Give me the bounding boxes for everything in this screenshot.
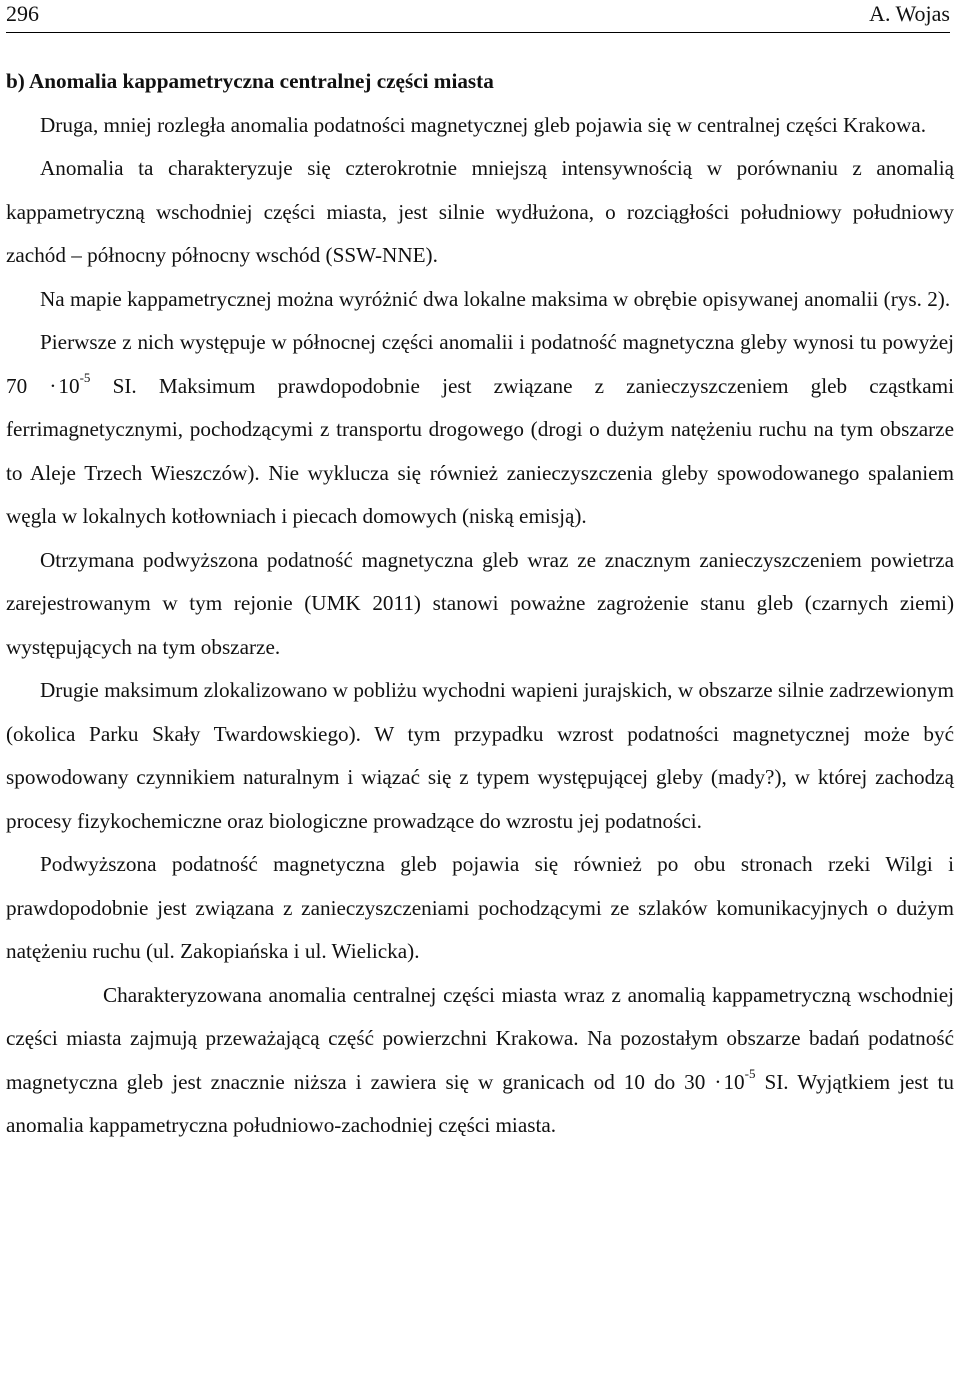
- paragraph-4-text-b: SI. Maksimum prawdopodobnie jest związane z zanieczyszczeniem gleb cząstkami ferrimagnetycznymi, pochodzącymi z transportu drogowego (drogi o dużym natężeniu ruchu na tym obszarze to Aleje Trzech Wieszczów). Nie wyklucza się również zanieczyszczenia gleby spowodowanego spalaniem węgla w lokalnych kotłowniach i piecach domowych (niską emisją).: [6, 373, 954, 528]
- paragraph-7: Podwyższona podatność magnetyczna gleb pojawia się również po obu stronach rzeki Wilgi i prawdopodobnie jest związana z zanieczyszczeniami pochodzącymi ze szlaków komunikacyjnych o dużym natężeniu ruchu (ul. Zakopiańska i ul. Wielicka).: [6, 852, 954, 963]
- multiplication-dot: ·: [714, 1069, 722, 1094]
- paragraph-2: Anomalia ta charakteryzuje się czterokrotnie mniejszą intensywnością w porównaniu z anomalią kappametryczną wschodniej części miasta, jest silnie wydłużona, o rozciągłości południowy południowy zachód – północny północny wschód (SSW-NNE).: [6, 156, 954, 267]
- power-exponent: -5: [79, 370, 91, 386]
- paragraph-5: Otrzymana podwyższona podatność magnetyczna gleb wraz ze znacznym zanieczyszczeniem powietrza zarejestrowanym w tym rejonie (UMK 2011) stanowi poważne zagrożenie stanu gleb (czarnych ziemi) występujących na tym obszarze.: [6, 547, 954, 659]
- running-author: A. Wojas: [869, 1, 950, 26]
- paragraph-8: [6, 974, 954, 1148]
- paragraph-8-text-b: SI. Wyjątkiem jest tu anomalia kappametryczna południowo-zachodniej części miasta.: [6, 1069, 954, 1137]
- paragraph-1: Druga, mniej rozległa anomalia podatności magnetycznej gleb pojawia się w centralnej części Krakowa.: [40, 112, 926, 137]
- power-base: 10: [58, 373, 80, 398]
- paragraph-6: Drugie maksimum zlokalizowano w pobliżu wychodni wapieni jurajskich, w obszarze silnie zadrzewionym (okolica Parku Skały Twardowskiego). W tym przypadku wzrost podatności magnetycznej może być spowodowany czynnikiem naturalnym i wiązać się z typem występującej gleby (mady?), w której zachodzą procesy fizykochemiczne oraz biologiczne prowadzące do wzrostu jej podatności.: [6, 678, 954, 833]
- paragraph-8-text-a: Charakteryzowana anomalia centralnej części miasta wraz z anomalią kappametryczną wschodniej części miasta zajmują przeważającą część powierzchni Krakowa. Na pozostałym obszarze badań podatność magnetyczna gleb jest znacznie niższa i zawiera się w granicach od 10 do 30: [6, 982, 954, 1094]
- page-header: [6, 0, 950, 33]
- paragraph-4: [6, 321, 954, 539]
- page-body: [6, 60, 954, 1148]
- paragraph-3: Na mapie kappametrycznej można wyróżnić dwa lokalne maksima w obrębie opisywanej anomalii (rys. 2).: [40, 286, 951, 311]
- multiplication-dot: ·: [49, 373, 57, 398]
- paragraph-4-text-a: Pierwsze z nich występuje w północnej części anomalii i podatność magnetyczna gleby wynosi tu powyżej 70: [6, 330, 954, 398]
- section-heading: b) Anomalia kappametryczna centralnej części miasta: [6, 69, 494, 93]
- power-base: 10: [723, 1069, 745, 1094]
- power-exponent: -5: [744, 1066, 756, 1082]
- page-number: 296: [6, 1, 39, 26]
